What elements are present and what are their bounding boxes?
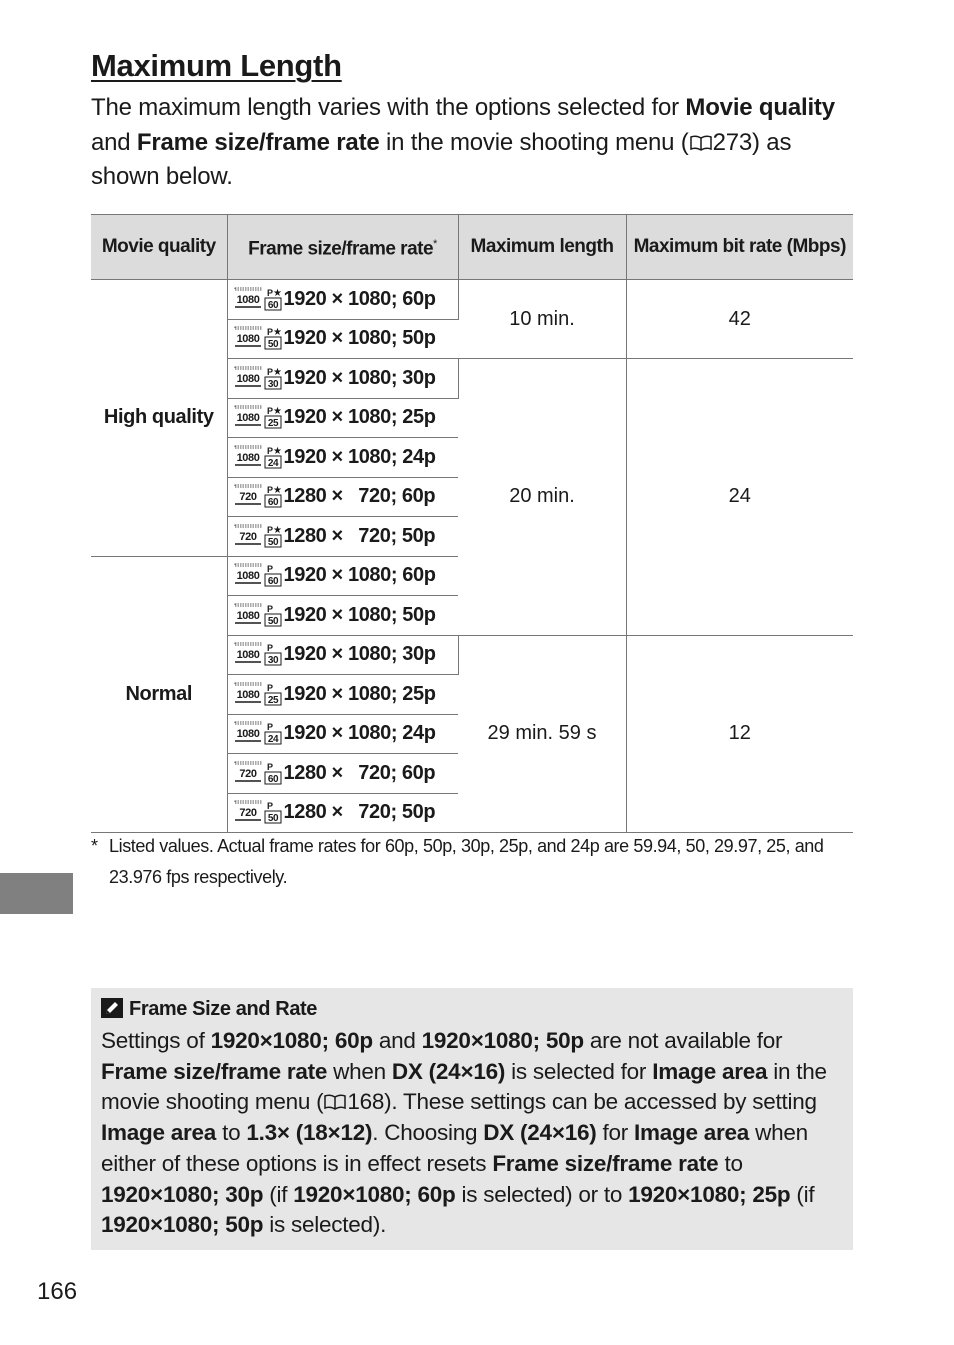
- frame-size-cell: [227, 438, 458, 478]
- note-bold-term: Frame size/frame rate: [101, 1058, 328, 1084]
- frame-size-cell: [227, 596, 458, 636]
- frame-size-label: 1280 × 720; 50p: [283, 524, 436, 547]
- note-text: are not available for: [583, 1028, 783, 1053]
- frame-size-label: 1920 × 1080; 25p: [283, 406, 436, 429]
- header-max-bitrate: Maximum bit rate (Mbps): [626, 215, 853, 280]
- note-box: [91, 988, 853, 1250]
- frame-size-cell: [227, 319, 458, 359]
- svg-text:1080: 1080: [236, 728, 259, 741]
- svg-text:1080: 1080: [236, 372, 259, 385]
- svg-text:25: 25: [267, 694, 278, 706]
- frame-size-720-60-icon: [234, 760, 282, 787]
- frame-size-1080-50-high-icon: [234, 325, 282, 352]
- max-length-20-min: 20 min.: [458, 359, 626, 636]
- note-text: (if: [263, 1181, 294, 1207]
- svg-text:1080: 1080: [236, 293, 259, 306]
- svg-text:1080: 1080: [236, 451, 259, 464]
- note-text: (if: [790, 1181, 815, 1207]
- svg-text:★: ★: [272, 327, 282, 339]
- svg-text:★: ★: [272, 287, 282, 299]
- note-bold-term: DX (24×16): [483, 1120, 597, 1146]
- note-text: Settings of: [101, 1028, 211, 1053]
- note-bold-term: Image area: [101, 1120, 217, 1146]
- header-frame-size: [227, 215, 458, 280]
- footnote-text: Listed values. Actual frame rates for 60p, 50p, 30p, 25p, and 24p are 59.94, 50, 29.97, 25, and 23.976 fps respectively.: [109, 836, 824, 887]
- frame-size-1080-30-icon: [234, 641, 282, 668]
- footnote-marker: *: [433, 238, 437, 251]
- svg-text:P: P: [266, 722, 273, 733]
- book-reference-icon: [323, 1094, 347, 1110]
- frame-size-label: 1920 × 1080; 30p: [283, 643, 436, 666]
- svg-text:50: 50: [267, 615, 278, 627]
- page-reference[interactable]: 273: [712, 128, 753, 156]
- intro-text: The maximum length varies with the options selected for: [91, 94, 686, 121]
- note-text: . Choosing: [372, 1120, 484, 1146]
- svg-text:P: P: [266, 406, 273, 417]
- frame-size-label: 1920 × 1080; 50p: [283, 603, 436, 626]
- bitrate-24: 24: [626, 359, 853, 636]
- max-length-table: [91, 214, 853, 833]
- intro-text: in the movie shooting menu (: [379, 128, 689, 156]
- max-length-10-min: 10 min.: [458, 280, 626, 359]
- svg-text:24: 24: [267, 457, 278, 469]
- header-frame-size-label: Frame size/frame rate: [248, 238, 434, 260]
- table-header-row: [91, 215, 853, 280]
- frame-size-cell: [227, 477, 458, 517]
- note-text: ). These settings can be accessed by setting: [384, 1089, 817, 1115]
- svg-text:1080: 1080: [236, 688, 259, 701]
- page-number: 166: [37, 1278, 78, 1305]
- frame-size-label: 1920 × 1080; 24p: [283, 445, 436, 468]
- header-max-length: Maximum length: [458, 215, 626, 280]
- note-bold-term: DX (24×16): [391, 1058, 506, 1084]
- note-bold-term: Frame size/frame rate: [492, 1150, 719, 1176]
- svg-text:30: 30: [267, 378, 278, 390]
- svg-text:★: ★: [272, 485, 282, 497]
- svg-text:P: P: [266, 287, 273, 298]
- frame-size-label: 1920 × 1080; 60p: [283, 564, 436, 587]
- frame-size-cell: [227, 556, 458, 596]
- note-title: [101, 996, 843, 1026]
- max-length-29-min: 29 min. 59 s: [458, 635, 626, 833]
- svg-text:P: P: [266, 366, 273, 377]
- frame-size-label: 1920 × 1080; 50p: [283, 327, 436, 350]
- svg-text:30: 30: [267, 655, 278, 667]
- frame-size-label: 1920 × 1080; 30p: [283, 366, 436, 389]
- frame-size-cell: [227, 517, 458, 557]
- svg-text:50: 50: [267, 339, 278, 351]
- note-text: to: [718, 1150, 743, 1176]
- svg-text:P: P: [266, 524, 273, 535]
- frame-size-cell: [227, 714, 458, 754]
- intro-text: ) as shown below.: [91, 128, 792, 190]
- frame-size-1080-60-icon: [234, 562, 282, 589]
- frame-size-cell: [227, 675, 458, 715]
- note-text: in the movie shooting menu (: [101, 1058, 827, 1115]
- frame-size-label: 1920 × 1080; 25p: [283, 682, 436, 705]
- svg-text:50: 50: [267, 536, 278, 548]
- note-text: is selected).: [263, 1212, 387, 1238]
- bitrate-12: 12: [626, 635, 853, 833]
- frame-size-1080-24-icon: [234, 720, 282, 747]
- book-reference-icon: [689, 135, 713, 151]
- frame-size-cell: [227, 398, 458, 438]
- svg-text:P: P: [266, 564, 273, 575]
- frame-size-label: 1280 × 720; 60p: [283, 761, 436, 784]
- frame-size-label: 1280 × 720; 60p: [283, 485, 436, 508]
- note-bold-term: 1920×1080; 60p: [210, 1028, 373, 1053]
- quality-high-quality: High quality: [91, 280, 227, 557]
- intro-bold-movie-quality: Movie quality: [685, 94, 835, 121]
- svg-text:P: P: [266, 682, 273, 693]
- svg-text:★: ★: [272, 406, 282, 418]
- svg-text:60: 60: [267, 773, 278, 785]
- svg-text:★: ★: [272, 366, 282, 378]
- section-tab: [0, 873, 73, 914]
- svg-text:1080: 1080: [236, 570, 259, 583]
- frame-size-1080-60-high-icon: [234, 286, 282, 313]
- frame-size-label: 1920 × 1080; 60p: [283, 287, 436, 310]
- footnote-mark: *: [91, 836, 98, 856]
- frame-size-1080-50-icon: [234, 602, 282, 629]
- header-movie-quality: Movie quality: [91, 215, 227, 280]
- frame-size-720-60-high-icon: [234, 483, 282, 510]
- note-bold-term: Image area: [634, 1120, 750, 1146]
- svg-text:60: 60: [267, 299, 278, 311]
- svg-text:P: P: [266, 485, 273, 496]
- svg-text:720: 720: [238, 491, 257, 504]
- note-text: for: [596, 1120, 634, 1146]
- frame-size-cell: [227, 793, 458, 833]
- frame-size-cell: [227, 359, 458, 399]
- frame-size-label: 1920 × 1080; 24p: [283, 722, 436, 745]
- frame-size-label: 1280 × 720; 50p: [283, 801, 436, 824]
- frame-size-cell: [227, 635, 458, 675]
- svg-text:60: 60: [267, 576, 278, 588]
- page-title: Maximum Length: [91, 48, 342, 83]
- svg-text:P: P: [266, 445, 273, 456]
- svg-text:720: 720: [238, 767, 257, 780]
- svg-text:720: 720: [238, 807, 257, 820]
- note-bold-term: 1.3× (18×12): [246, 1120, 373, 1146]
- svg-text:★: ★: [272, 524, 282, 536]
- note-bold-term: Image area: [652, 1058, 768, 1084]
- svg-text:P: P: [266, 603, 273, 614]
- note-bold-term: 1920×1080; 30p: [101, 1181, 264, 1207]
- frame-size-720-50-high-icon: [234, 523, 282, 550]
- frame-size-cell: [227, 280, 458, 320]
- frame-size-720-50-icon: [234, 799, 282, 826]
- table-footnote: [91, 831, 851, 893]
- note-text: is selected for: [505, 1058, 653, 1084]
- svg-text:1080: 1080: [236, 609, 259, 622]
- page-reference[interactable]: 168: [347, 1089, 385, 1115]
- svg-text:720: 720: [238, 530, 257, 543]
- intro-text: and: [91, 128, 137, 156]
- frame-size-1080-30-high-icon: [234, 365, 282, 392]
- frame-size-cell: [227, 754, 458, 794]
- svg-text:50: 50: [267, 813, 278, 825]
- svg-text:P: P: [266, 801, 273, 812]
- note-bold-term: 1920×1080; 25p: [628, 1181, 791, 1207]
- intro-paragraph: [91, 91, 861, 195]
- note-text: to: [216, 1120, 247, 1146]
- frame-size-1080-25-icon: [234, 681, 282, 708]
- svg-text:1080: 1080: [236, 333, 259, 346]
- table-row: [91, 280, 853, 320]
- frame-size-1080-24-high-icon: [234, 444, 282, 471]
- note-title-text: Frame Size and Rate: [129, 998, 318, 1020]
- note-text: when either of these options is in effect resets: [101, 1120, 808, 1176]
- note-bold-term: 1920×1080; 50p: [101, 1212, 264, 1238]
- svg-text:1080: 1080: [236, 412, 259, 425]
- svg-text:1080: 1080: [236, 649, 259, 662]
- note-bold-term: 1920×1080; 60p: [293, 1181, 456, 1207]
- svg-text:P: P: [266, 761, 273, 772]
- frame-size-1080-25-high-icon: [234, 404, 282, 431]
- svg-text:P: P: [266, 643, 273, 654]
- note-text: is selected) or to: [455, 1181, 629, 1207]
- quality-normal: Normal: [91, 556, 227, 833]
- svg-text:★: ★: [272, 445, 282, 457]
- svg-text:P: P: [266, 327, 273, 338]
- note-bold-term: 1920×1080; 50p: [421, 1028, 584, 1053]
- svg-text:60: 60: [267, 497, 278, 509]
- svg-text:24: 24: [267, 734, 278, 746]
- pencil-note-icon: [101, 998, 123, 1018]
- svg-text:25: 25: [267, 418, 278, 430]
- intro-bold-frame-size: Frame size/frame rate: [136, 128, 380, 156]
- bitrate-42: 42: [626, 280, 853, 359]
- note-text: and: [372, 1028, 422, 1053]
- note-body: [101, 1026, 843, 1241]
- note-text: when: [327, 1058, 392, 1084]
